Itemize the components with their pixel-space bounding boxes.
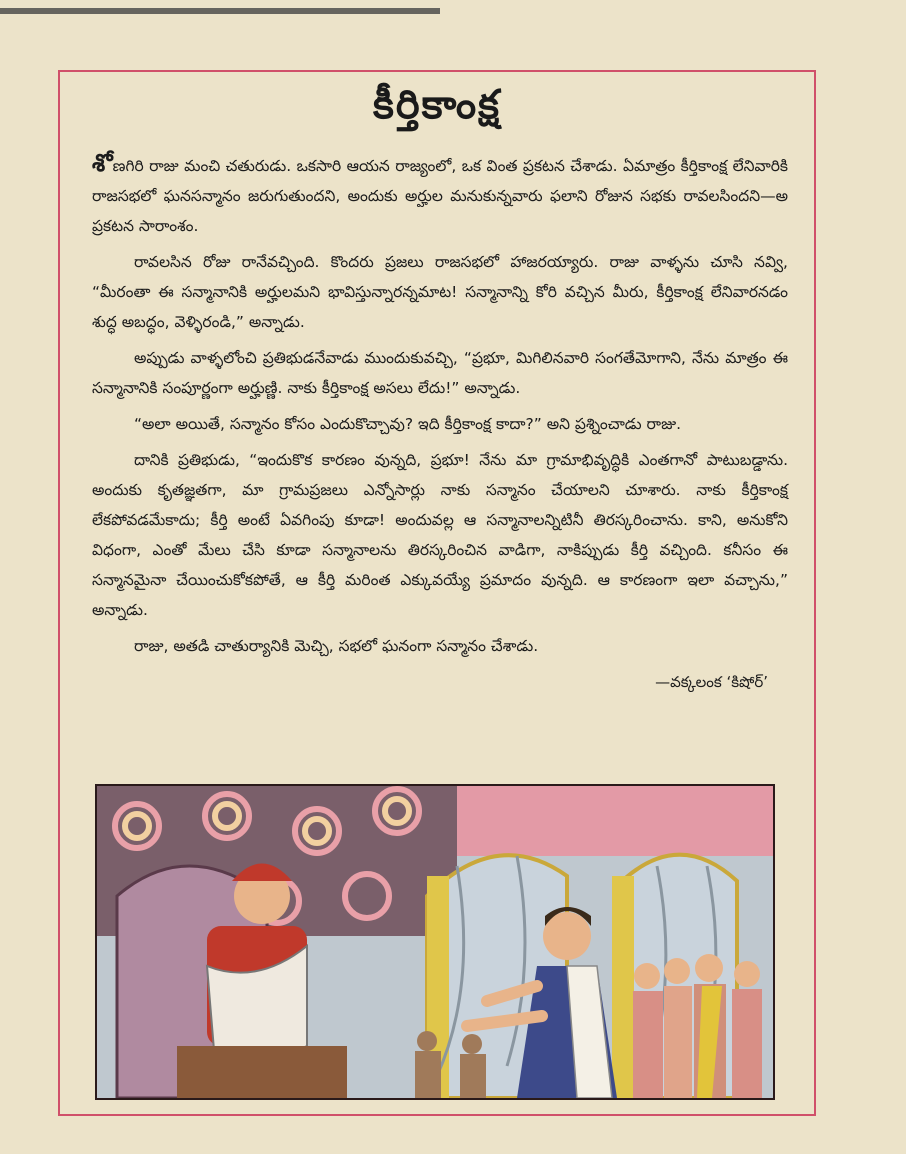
story-title: కీర్తికాంక్ష [373, 82, 501, 128]
paragraph-1: శోణగిరి రాజు మంచి చతురుడు. ఒకసారి ఆయన రాజ్యంలో, ఒక వింత ప్రకటన చేశాడు. ఏమాత్రం కీర్తికాంక్ష లేనివారికి రాజసభలో ఘనసన్మానం జరుగుతుందని, అందుకు అర్హుల మనుకున్నవారు ఫలాని రోజున సభకు రావలసిందని—అ ప్రకటన సారాంశం. [92, 149, 788, 235]
paragraph-4: “అలా అయితే, సన్మానం కోసం ఎందుకొచ్చావు? ఇది కీర్తికాంక్ష కాదా?” అని ప్రశ్నించాడు రాజు. [134, 415, 682, 433]
paragraph-5: దానికి ప్రతిభుడు, “ఇందుకొక కారణం వున్నది, ప్రభూ! నేను మా గ్రామాభివృద్ధికి ఎంతగానో పాటుబడ్డాను. అందుకు కృతజ్ఞతగా, మా గ్రామప్రజలు ఎన్నోసార్లు నాకు సన్మానం చేయాలని చూశారు. నాకు కీర్తికాంక్ష లేకపోవడమేకాదు; కీర్తి అంటే ఏవగింపు కూడా! అందువల్ల ఆ సన్మానాలన్నిటినీ తిరస్కరించాను. కాని, అనుకోని విధంగా, ఎంతో మేలు చేసి కూడా సన్మానాలను తిరస్కరించిన వాడిగా, నాకిప్పుడు కీర్తి వచ్చింది. కనీసం ఈ సన్మానమైనా చేయించుకోకపోతే, ఆ కీర్తి మరింత ఎక్కువయ్యే ప్రమాదం వున్నది. ఆ కారణంగా ఇలా వచ్చాను,” అన్నాడు. [92, 451, 788, 619]
story-illustration [95, 784, 775, 1100]
paragraph-3: అప్పుడు వాళ్ళలోంచి ప్రతిభుడనేవాడు ముందుకువచ్చి, “ప్రభూ, మిగిలినవారి సంగతేమోగాని, నేను మాత్రం ఈ సన్మానానికి సంపూర్ణంగా అర్హుణ్ణి. నాకు కీర్తికాంక్ష అసలు లేదు!” అన్నాడు. [92, 349, 788, 397]
author-credit: —వక్కలంక ‘కిషోర్’ [655, 673, 768, 691]
scan-edge-line [0, 8, 440, 14]
paragraph-6: రాజు, అతడి చాతుర్యానికి మెచ్చి, సభలో ఘనంగా సన్మానం చేశాడు. [134, 637, 539, 655]
story-body [92, 148, 788, 697]
paragraph-2: రావలసిన రోజు రానేవచ్చింది. కొందరు ప్రజలు రాజసభలో హాజరయ్యారు. రాజు వాళ్ళను చూసి నవ్వి, “మీరంతా ఈ సన్మానానికి అర్హులమని భావిస్తున్నారన్నమాట! సన్మానాన్ని కోరి వచ్చిన మీరు, కీర్తికాంక్ష లేనివారనడం శుద్ధ అబద్ధం, వెళ్ళిరండి,” అన్నాడు. [92, 253, 788, 331]
